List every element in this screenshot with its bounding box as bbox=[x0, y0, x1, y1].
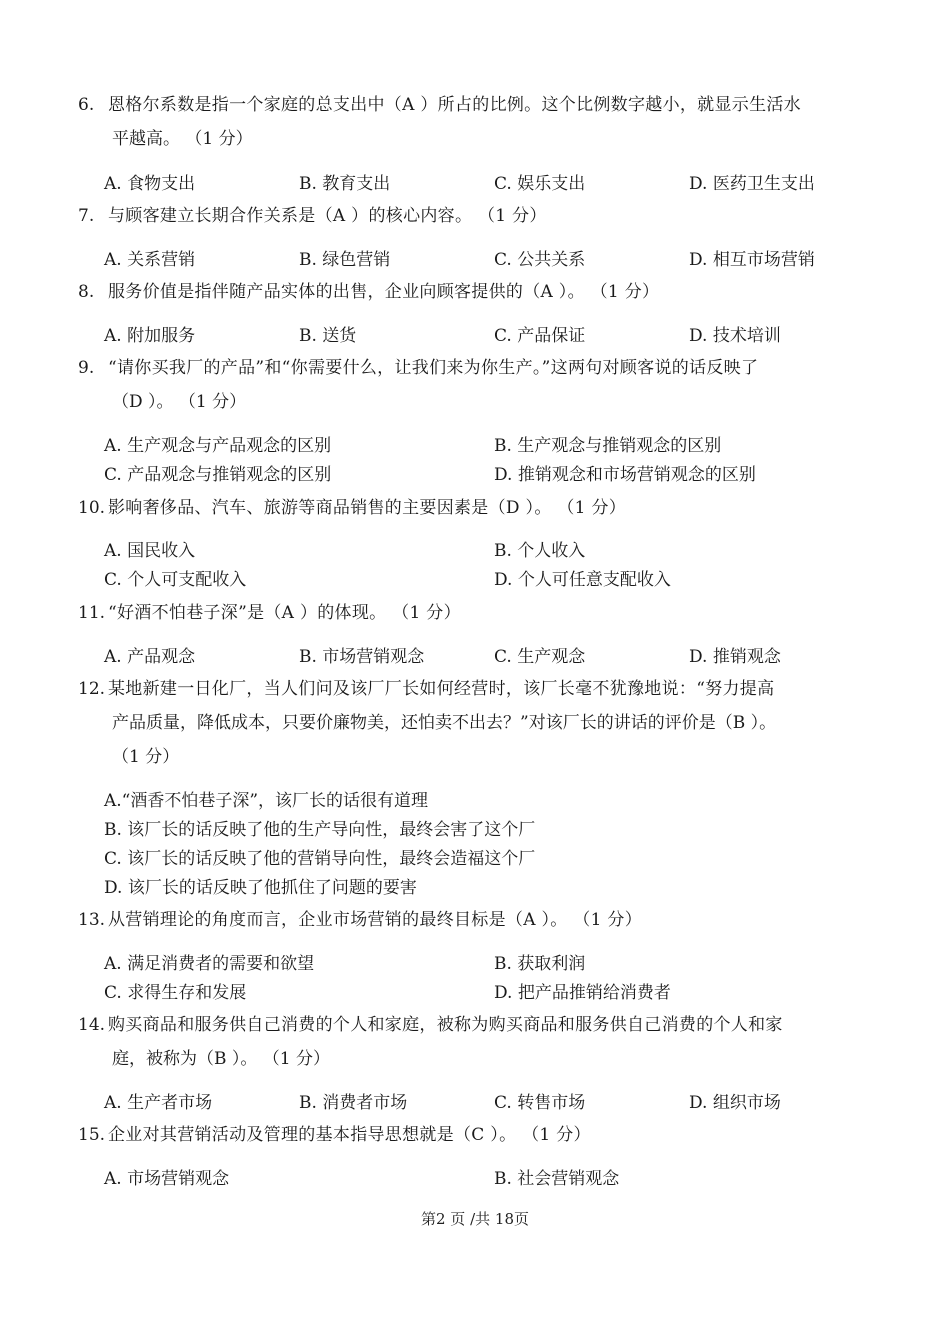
question-number: 7. bbox=[78, 206, 95, 226]
question-stem: “请你买我厂的产品”和“你需要什么，让我们来为你生产。”这两句对顾客说的话反映了 bbox=[108, 358, 759, 378]
question-number: 13. bbox=[78, 910, 106, 930]
question-8 bbox=[78, 275, 878, 309]
option-b: B. 获取利润 bbox=[494, 954, 586, 974]
option-row bbox=[104, 432, 884, 461]
question-10 bbox=[78, 491, 878, 525]
options-8 bbox=[104, 322, 884, 351]
question-stem-continued: 庭，被称为（B ）。 （1 分） bbox=[112, 1049, 331, 1069]
option-b: B. 消费者市场 bbox=[299, 1093, 408, 1113]
question-stem: 恩格尔系数是指一个家庭的总支出中（A ）所占的比例。这个比例数字越小，就显示生活水 bbox=[108, 95, 801, 115]
options-11 bbox=[104, 643, 884, 672]
option-a: A. 国民收入 bbox=[104, 541, 196, 561]
option-c: C. 转售市场 bbox=[494, 1093, 586, 1113]
option-d: D. 组织市场 bbox=[689, 1093, 781, 1113]
question-number: 15. bbox=[78, 1125, 106, 1145]
options-7 bbox=[104, 246, 884, 275]
page-footer: 第2 页 /共 18页 bbox=[421, 1210, 529, 1228]
option-d: D. 推销观念和市场营销观念的区别 bbox=[494, 465, 756, 485]
option-row bbox=[104, 1165, 884, 1194]
option-b: B. 教育支出 bbox=[299, 174, 391, 194]
option-row bbox=[104, 170, 884, 199]
option-c: C. 求得生存和发展 bbox=[104, 983, 247, 1003]
question-number: 11. bbox=[78, 603, 106, 623]
option-a: A. 市场营销观念 bbox=[104, 1169, 230, 1189]
question-stem: 企业对其营销活动及管理的基本指导思想就是（C ）。 （1 分） bbox=[108, 1125, 591, 1145]
option-d: D. 该厂长的话反映了他抓住了问题的要害 bbox=[104, 878, 417, 898]
option-a: A. 食物支出 bbox=[104, 174, 196, 194]
question-number: 6. bbox=[78, 95, 95, 115]
option-c: C. 个人可支配收入 bbox=[104, 570, 247, 590]
option-row bbox=[104, 787, 884, 816]
question-stem: “好酒不怕巷子深”是（A ）的体现。 （1 分） bbox=[108, 603, 461, 623]
option-b: B. 个人收入 bbox=[494, 541, 586, 561]
options-10 bbox=[104, 537, 884, 595]
options-15 bbox=[104, 1165, 884, 1194]
options-6 bbox=[104, 170, 884, 199]
question-number: 10. bbox=[78, 498, 106, 518]
option-a: A. 产品观念 bbox=[104, 647, 196, 667]
option-row bbox=[104, 643, 884, 672]
option-row bbox=[104, 950, 884, 979]
option-d: D. 推销观念 bbox=[689, 647, 781, 667]
question-12 bbox=[78, 672, 878, 774]
question-stem: 某地新建一日化厂，当人们问及该厂厂长如何经营时，该厂长毫不犹豫地说：“努力提高 bbox=[108, 679, 775, 699]
option-a: A. 关系营销 bbox=[104, 250, 196, 270]
option-b: B. 市场营销观念 bbox=[299, 647, 425, 667]
options-13 bbox=[104, 950, 884, 1008]
option-d: D. 个人可任意支配收入 bbox=[494, 570, 671, 590]
option-d: D. 把产品推销给消费者 bbox=[494, 983, 671, 1003]
question-stem: 与顾客建立长期合作关系是（A ）的核心内容。 （1 分） bbox=[108, 206, 547, 226]
option-c: C. 产品观念与推销观念的区别 bbox=[104, 465, 332, 485]
question-stem-continued: 产品质量，降低成本，只要价廉物美，还怕卖不出去？”对该厂长的讲话的评价是（B ）。 bbox=[112, 713, 777, 733]
option-row bbox=[104, 845, 884, 874]
question-number: 8. bbox=[78, 282, 95, 302]
option-b: B. 生产观念与推销观念的区别 bbox=[494, 436, 722, 456]
option-c: C. 公共关系 bbox=[494, 250, 586, 270]
question-stem: 服务价值是指伴随产品实体的出售，企业向顾客提供的（A ）。 （1 分） bbox=[108, 282, 660, 302]
question-14 bbox=[78, 1008, 878, 1076]
question-number: 9. bbox=[78, 358, 95, 378]
question-stem-continued: 平越高。 （1 分） bbox=[112, 129, 253, 149]
option-row bbox=[104, 537, 884, 566]
option-c: C. 该厂长的话反映了他的营销导向性，最终会造福这个厂 bbox=[104, 849, 536, 869]
option-b: B. 社会营销观念 bbox=[494, 1169, 620, 1189]
option-d: D. 医药卫生支出 bbox=[689, 174, 815, 194]
option-row bbox=[104, 1089, 884, 1118]
question-stem: 影响奢侈品、汽车、旅游等商品销售的主要因素是（D ）。 （1 分） bbox=[108, 498, 627, 518]
question-number: 12. bbox=[78, 679, 106, 699]
option-a: A. 满足消费者的需要和欲望 bbox=[104, 954, 315, 974]
options-9 bbox=[104, 432, 884, 490]
option-a: A. 附加服务 bbox=[104, 326, 196, 346]
option-row bbox=[104, 566, 884, 595]
question-7 bbox=[78, 199, 878, 233]
question-6 bbox=[78, 88, 878, 156]
question-13 bbox=[78, 903, 878, 937]
question-stem: 从营销理论的角度而言，企业市场营销的最终目标是（A ）。 （1 分） bbox=[108, 910, 643, 930]
options-12 bbox=[104, 787, 884, 903]
option-a: A. 生产观念与产品观念的区别 bbox=[104, 436, 332, 456]
option-a: A. 生产者市场 bbox=[104, 1093, 213, 1113]
option-b: B. 该厂长的话反映了他的生产导向性，最终会害了这个厂 bbox=[104, 820, 536, 840]
question-stem-continued: （1 分） bbox=[112, 747, 180, 767]
option-row bbox=[104, 979, 884, 1008]
question-11 bbox=[78, 596, 878, 630]
option-c: C. 产品保证 bbox=[494, 326, 586, 346]
option-row bbox=[104, 461, 884, 490]
question-15 bbox=[78, 1118, 878, 1152]
option-row bbox=[104, 816, 884, 845]
option-row bbox=[104, 246, 884, 275]
option-b: B. 绿色营销 bbox=[299, 250, 391, 270]
option-row bbox=[104, 874, 884, 903]
question-stem-continued: （D ）。 （1 分） bbox=[112, 392, 247, 412]
option-d: D. 技术培训 bbox=[689, 326, 781, 346]
question-stem: 购买商品和服务供自己消费的个人和家庭，被称为购买商品和服务供自己消费的个人和家 bbox=[108, 1015, 783, 1035]
question-9 bbox=[78, 351, 878, 419]
option-c: C. 生产观念 bbox=[494, 647, 586, 667]
option-d: D. 相互市场营销 bbox=[689, 250, 815, 270]
option-row bbox=[104, 322, 884, 351]
option-b: B. 送货 bbox=[299, 326, 357, 346]
options-14 bbox=[104, 1089, 884, 1118]
option-c: C. 娱乐支出 bbox=[494, 174, 586, 194]
option-a: A.“酒香不怕巷子深”，该厂长的话很有道理 bbox=[104, 791, 429, 811]
question-number: 14. bbox=[78, 1015, 106, 1035]
